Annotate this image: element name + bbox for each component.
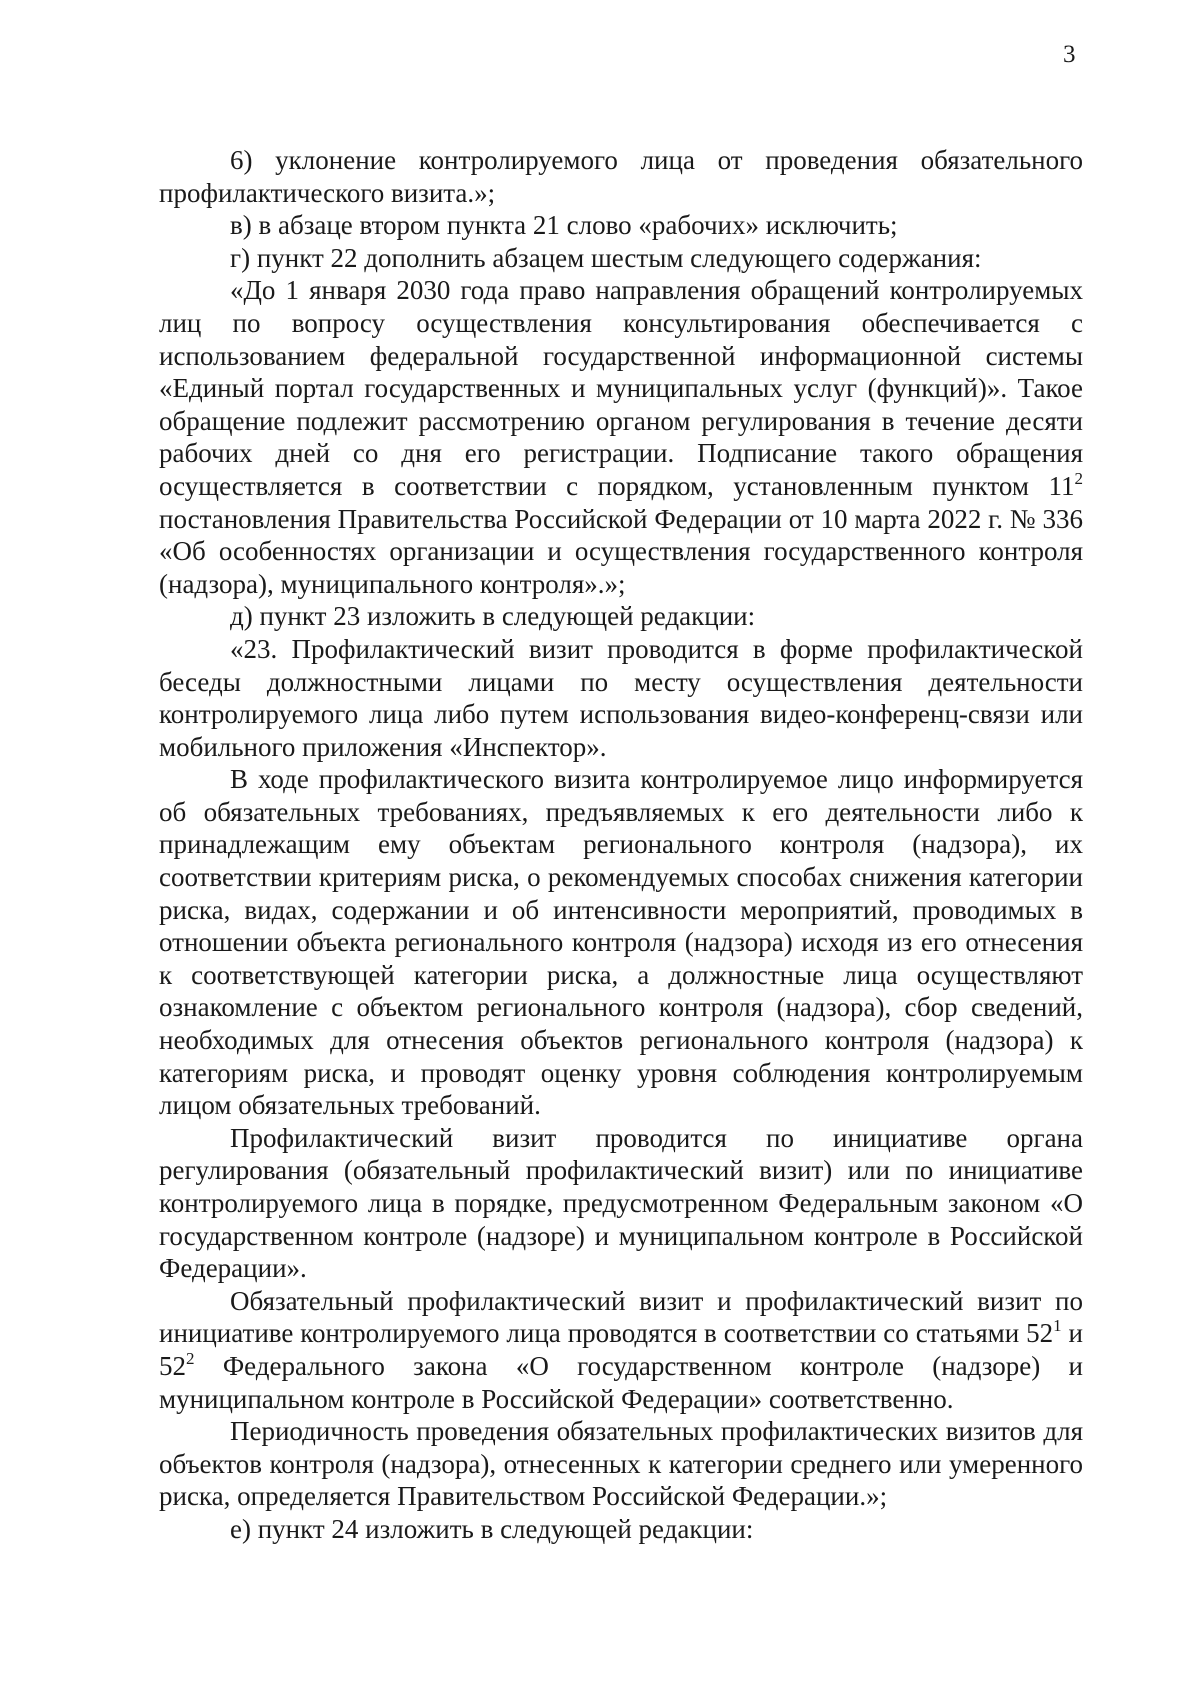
paragraph-7: В ходе профилактического визита контролируемое лицо информируется об обязательных требованиях, предъявляемых к его деятельности либо к принадлежащим ему объектам регионального контроля (надзора), их соответствии критериям риска, о рекомендуемых способах снижения категории риска, видах, содержании и об интенсивности мероприятий, проводимых в отношении объекта регионального контроля (надзора) исходя из его отнесения к соответствующей категории риска, а должностные лица осуществляют ознакомление с объектом регионального контроля (надзора), сбор сведений, необходимых для отнесения объектов регионального контроля (надзора) к категориям риска, и проводят оценку уровня соблюдения контролируемым лицом обязательных требований. [159, 764, 1083, 1121]
superscript: 1 [1053, 1316, 1062, 1336]
paragraph-11: е) пункт 24 изложить в следующей редакции: [230, 1513, 754, 1544]
paragraph-8: Профилактический визит проводится по инициативе органа регулирования (обязательный профилактический визит) или по инициативе контролируемого лица в порядке, предусмотренном Федеральным законом «О государственном контроле (надзоре) и муниципальном контроле в Российской Федерации». [159, 1122, 1083, 1284]
paragraph-3: г) пункт 22 дополнить абзацем шестым следующего содержания: [230, 242, 982, 273]
paragraph-5: д) пункт 23 изложить в следующей редакции: [230, 601, 756, 632]
paragraph-9-part-a: Обязательный профилактический визит и профилактический визит по инициативе контролируемого лица проводятся в соответствии со статьями 52 [159, 1285, 1083, 1349]
paragraph-9-part-b: и 52 [159, 1318, 1084, 1381]
paragraph-1: 6) уклонение контролируемого лица от проведения обязательного профилактического визита.»; [159, 145, 1083, 208]
paragraph-4-part-a: «До 1 января 2030 года право направления обращений контролируемых лиц по вопросу осуществления консультирования обеспечивается с использованием федеральной государственной информационной системы «Единый портал государственных и муниципальных услуг (функций)». Такое обращение подлежит рассмотрению органом регулирования в течение десяти рабочих дней со дня его регистрации. Подписание такого обращения осуществляется в соответствии с порядком, установленным пунктом 11 [159, 275, 1083, 501]
paragraph-6: «23. Профилактический визит проводится в форме профилактической беседы должностными лицами по месту осуществления деятельности контролируемого лица либо путем использования видео-конференц-связи или мобильного приложения «Инспектор». [159, 633, 1083, 762]
paragraph-9-part-c: Федерального закона «О государственном контроле (надзоре) и муниципальном контроле в Российской Федерации» соответственно. [159, 1350, 1083, 1414]
superscript: 2 [1074, 468, 1083, 488]
document-body [159, 144, 1083, 1546]
page-number: 3 [1063, 41, 1076, 68]
paragraph-4 [159, 274, 1083, 600]
superscript: 2 [186, 1348, 195, 1368]
paragraph-2: в) в абзаце втором пункта 21 слово «рабочих» исключить; [230, 210, 898, 241]
paragraph-9 [159, 1285, 1083, 1415]
paragraph-4-part-b: постановления Правительства Российской Федерации от 10 марта 2022 г. № 336 «Об особенностях организации и осуществления государственного контроля (надзора), муниципального контроля».»; [159, 503, 1083, 599]
paragraph-10: Периодичность проведения обязательных профилактических визитов для объектов контроля (надзора), отнесенных к категории среднего или умеренного риска, определяется Правительством Российской Федерации.»; [159, 1416, 1083, 1512]
